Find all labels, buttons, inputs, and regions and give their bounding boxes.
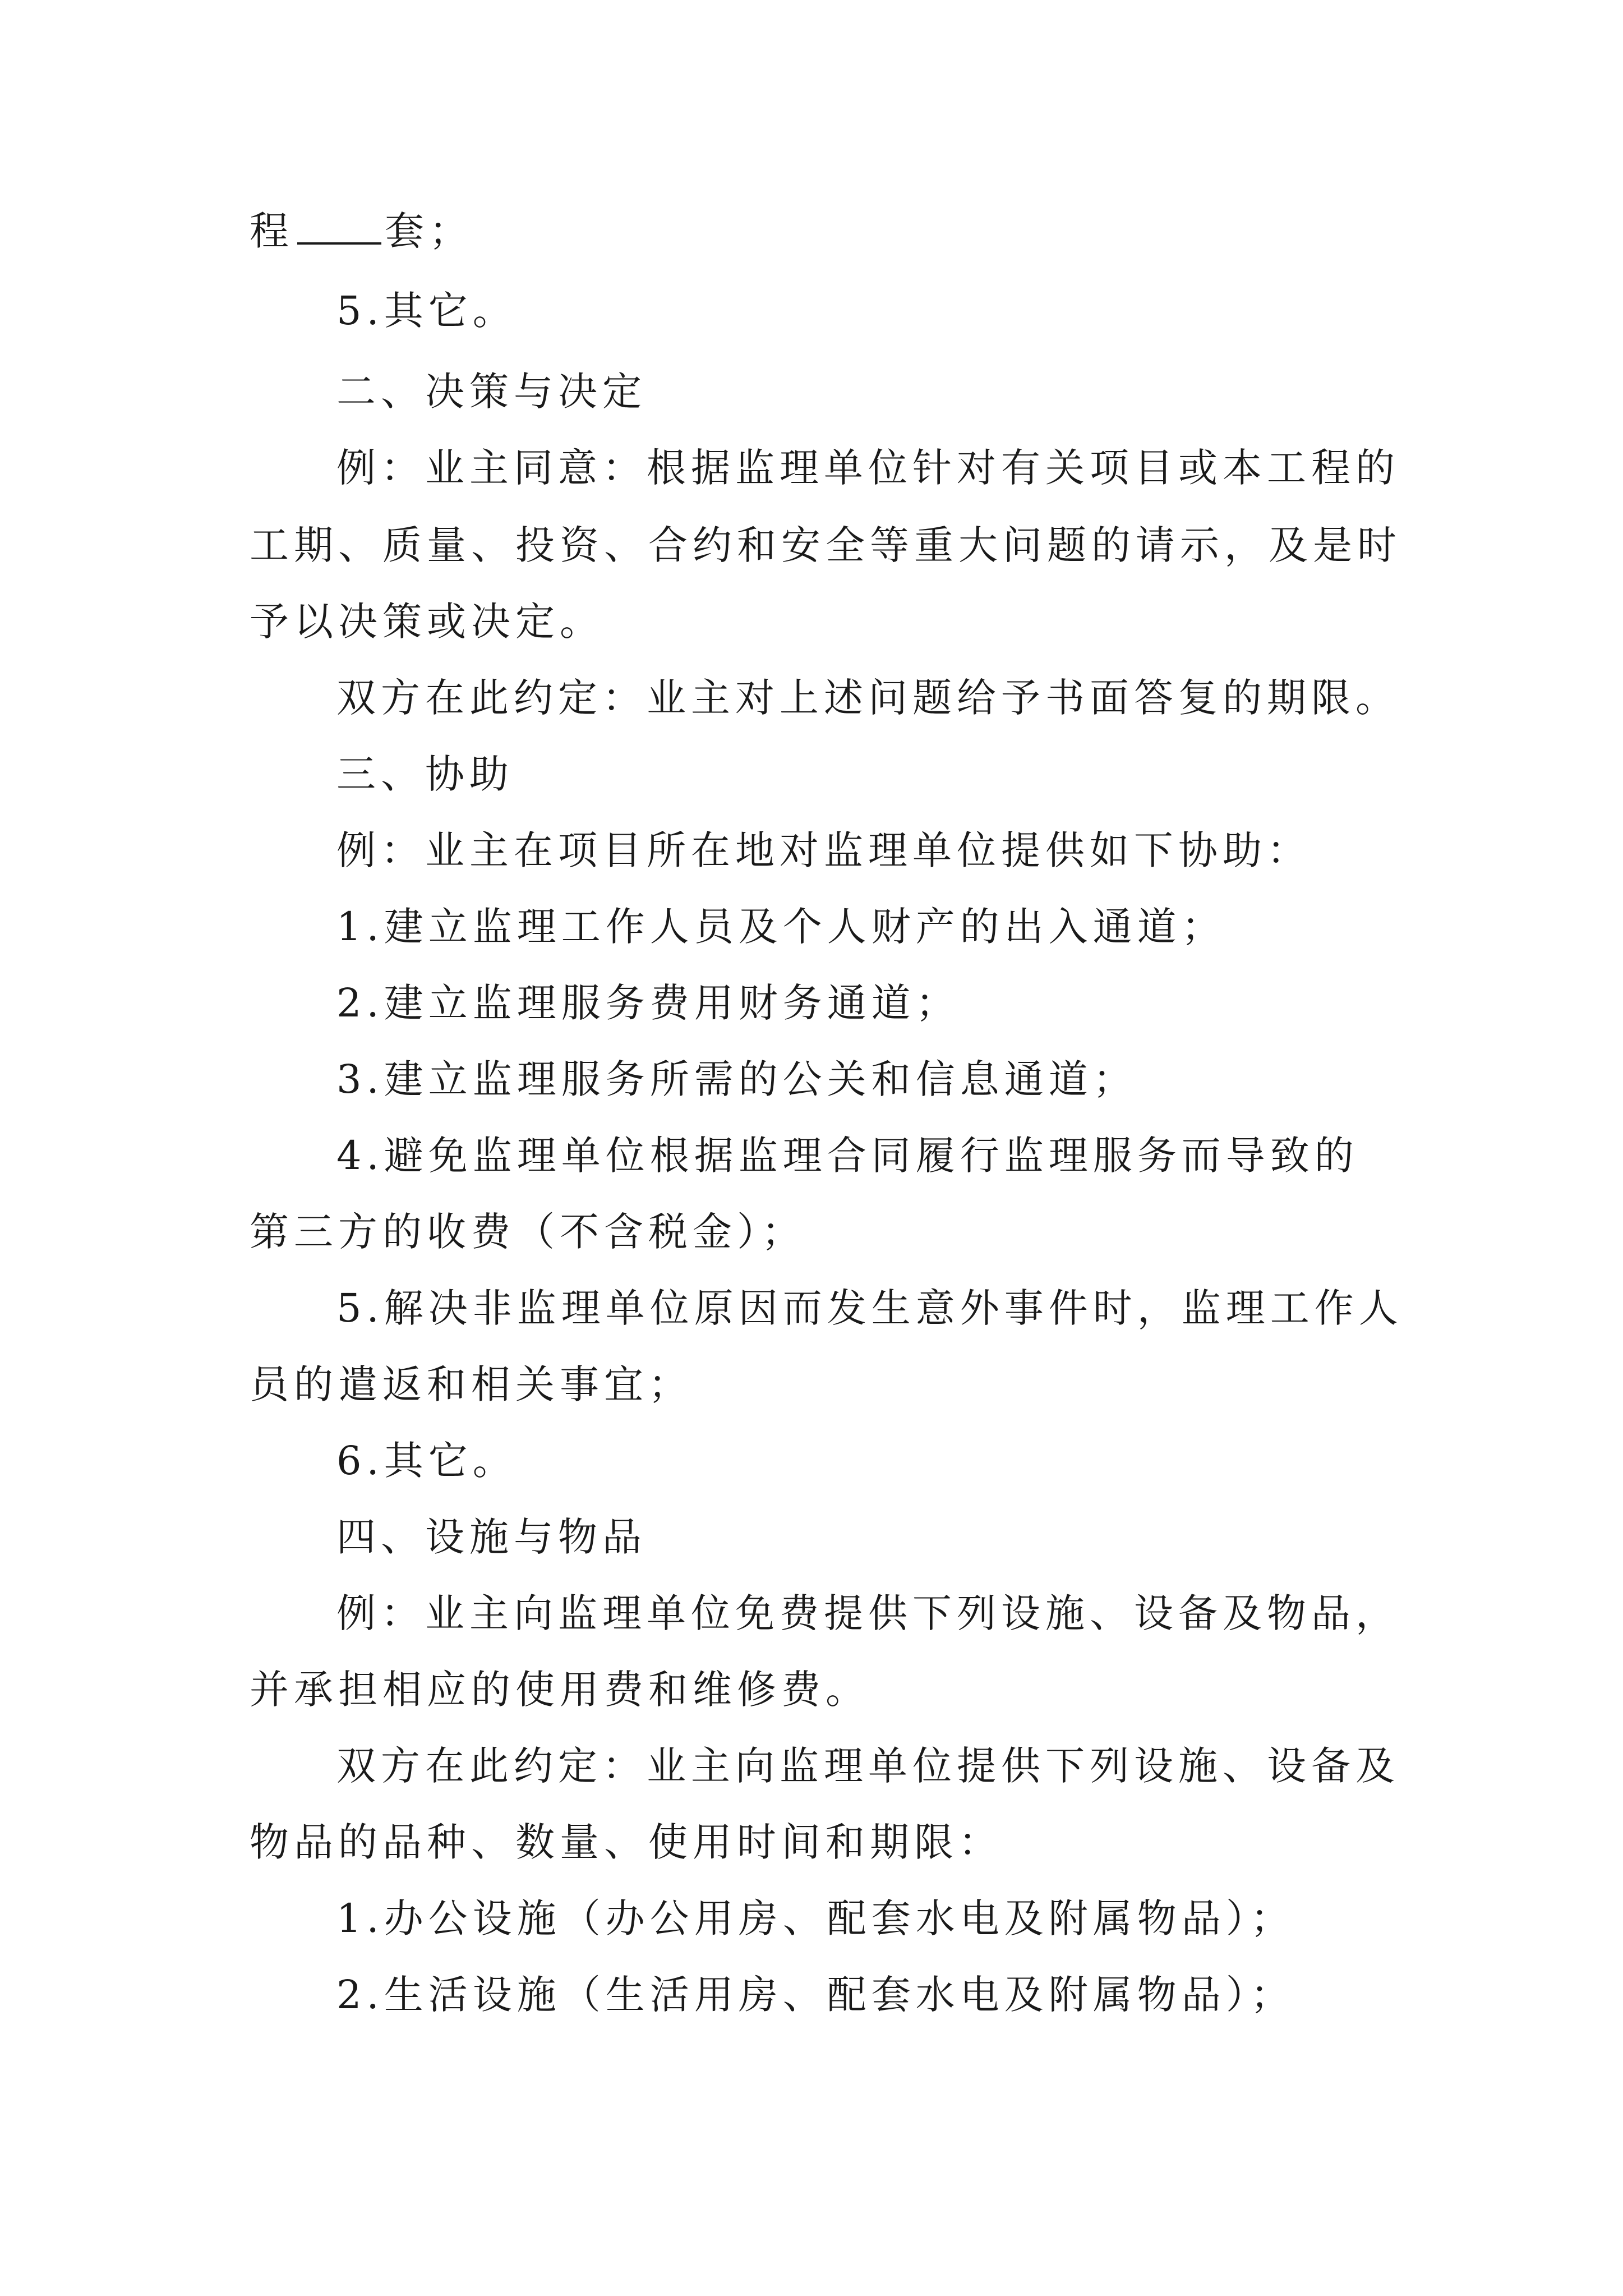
text-line: 6.其它。 — [336, 1438, 517, 1484]
text-segment: 套； — [385, 208, 473, 254]
text-line: 1.建立监理工作人员及个人财产的出入通道； — [336, 904, 1226, 950]
text-line: 5.其它。 — [336, 288, 517, 334]
text-segment: 程 — [250, 208, 294, 254]
text-line: 工期、质量、投资、合约和安全等重大问题的请示，及是时 — [250, 522, 1401, 568]
fill-in-blank — [297, 208, 381, 245]
text-line: 2.生活设施（生活用房、配套水电及附属物品）； — [336, 1972, 1295, 2018]
text-line: 1.办公设施（办公用房、配套水电及附属物品）； — [336, 1895, 1295, 1941]
text-line: 例：业主在项目所在地对监理单位提供如下协助： — [336, 827, 1311, 873]
section-heading: 四、设施与物品 — [336, 1514, 647, 1560]
text-line: 例：业主同意：根据监理单位针对有关项目或本工程的 — [336, 445, 1400, 491]
text-line: 双方在此约定：业主对上述问题给予书面答复的期限。 — [336, 675, 1400, 721]
section-heading: 二、决策与决定 — [336, 369, 647, 415]
text-line: 员的遣返和相关事宜； — [250, 1361, 693, 1407]
text-line: 予以决策或决定。 — [250, 599, 604, 645]
text-line: 物品的品种、数量、使用时间和期限： — [250, 1819, 1003, 1865]
text-line: 第三方的收费（不含税金）； — [250, 1209, 806, 1255]
text-line: 并承担相应的使用费和维修费。 — [250, 1667, 870, 1713]
text-line: 双方在此约定：业主向监理单位提供下列设施、设备及 — [336, 1743, 1400, 1789]
text-line: 5.解决非监理单位原因而发生意外事件时，监理工作人 — [336, 1285, 1403, 1331]
text-line: 例：业主向监理单位免费提供下列设施、设备及物品， — [336, 1590, 1400, 1636]
text-line: 2.建立监理服务费用财务通道； — [336, 980, 960, 1026]
section-heading: 三、协助 — [336, 751, 514, 797]
text-line — [250, 203, 1394, 259]
text-line: 3.建立监理服务所需的公关和信息通道； — [336, 1056, 1137, 1102]
text-line: 4.避免监理单位根据监理合同履行监理服务而导致的 — [336, 1133, 1359, 1179]
